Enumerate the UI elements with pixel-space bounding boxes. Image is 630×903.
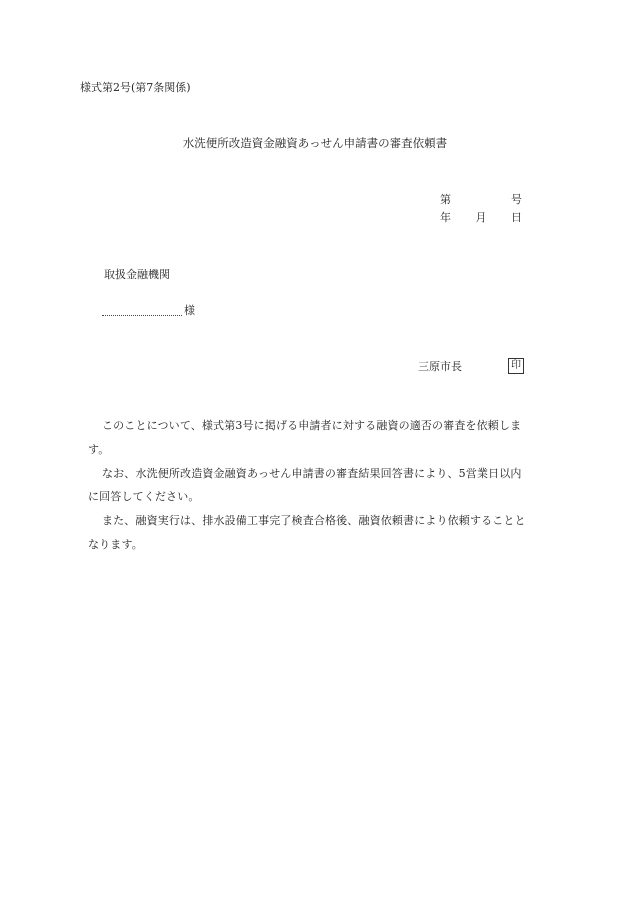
date-year-label: 年 bbox=[440, 211, 451, 224]
number-suffix: 号 bbox=[511, 193, 522, 206]
recipient-honorific: 様 bbox=[184, 304, 195, 317]
form-number-label: 様式第2号(第7条関係) bbox=[80, 81, 191, 94]
body-line: また、融資実行は、排水設備工事完了検査合格後、融資依頼書により依頼することと bbox=[102, 514, 526, 528]
body-text bbox=[88, 414, 550, 557]
body-paragraph-1 bbox=[88, 414, 550, 462]
body-line: に回答してください。 bbox=[88, 490, 200, 504]
body-paragraph-3 bbox=[88, 509, 550, 557]
body-line: す。 bbox=[88, 442, 110, 456]
body-line: このことについて、様式第3号に掲げる申請者に対する融資の適否の審査を依頼しま bbox=[102, 419, 522, 432]
sender-title: 三原市長 bbox=[418, 360, 462, 373]
document-number-row bbox=[440, 194, 522, 205]
date-row bbox=[440, 212, 522, 223]
body-line: なります。 bbox=[88, 537, 143, 551]
recipient-addressee-line bbox=[102, 305, 195, 316]
date-month-label: 月 bbox=[475, 211, 487, 224]
document-title: 水洗便所改造資金融資あっせん申請書の審査依頼書 bbox=[182, 136, 448, 150]
number-prefix: 第 bbox=[440, 193, 451, 206]
seal-label: 印 bbox=[511, 360, 521, 371]
recipient-institution: 取扱金融機関 bbox=[104, 268, 170, 281]
date-day-label: 日 bbox=[511, 211, 522, 224]
body-line: なお、水洗便所改造資金融資あっせん申請書の審査結果回答書により、5営業日以内 bbox=[102, 466, 522, 480]
body-paragraph-2 bbox=[88, 462, 550, 510]
seal-stamp-box bbox=[508, 358, 524, 374]
name-blank-dotted-line bbox=[102, 306, 182, 316]
